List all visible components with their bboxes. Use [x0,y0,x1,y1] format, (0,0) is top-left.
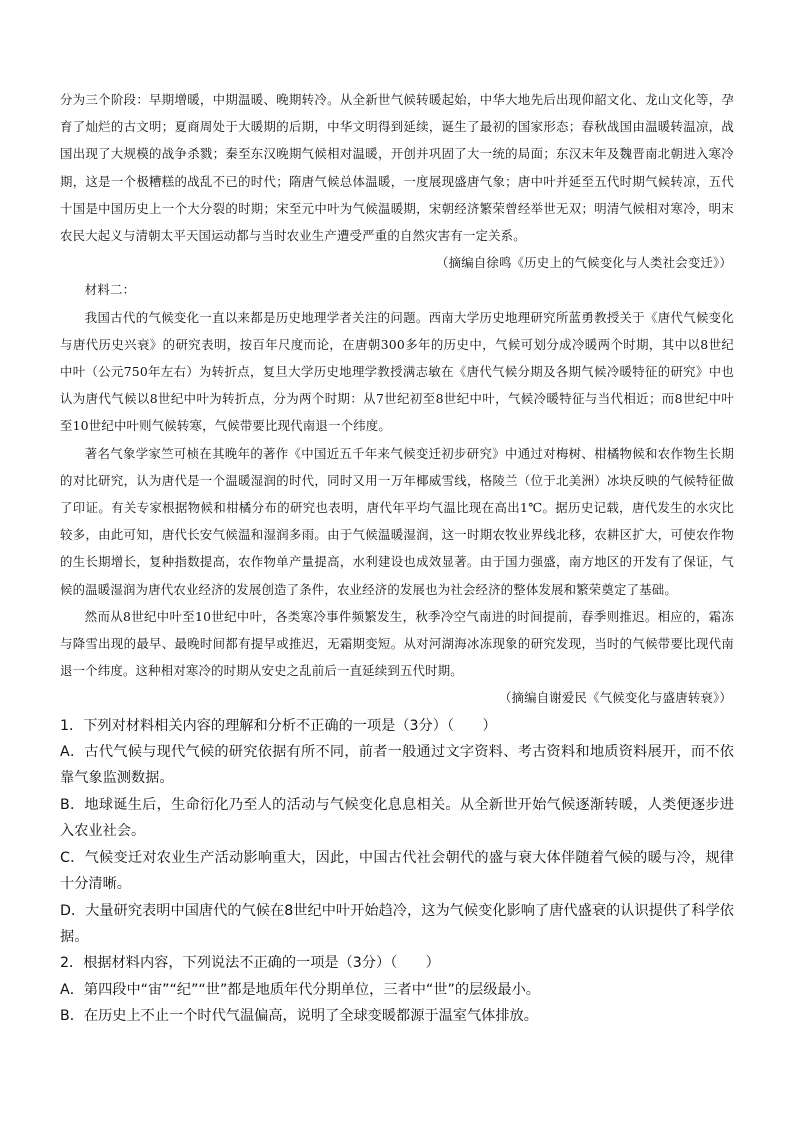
answer-option: B．地球诞生后，生命衍化乃至人的活动与气候变化息息相关。从全新世开始气候逐渐转暖，人类便逐步进入农业社会。 [60,796,734,840]
material-two-heading: 材料二： [84,282,136,298]
answer-option: C．气候变迁对农业生产活动影响重大，因此，中国古代社会朝代的盛与衰大体伴随着气候的暖与冷，规律十分清晰。 [60,849,734,893]
answer-option: A．古代气候与现代气候的研究依据有所不同，前者一般通过文字资料、考古资料和地质资料展开，而不依靠气象监测数据。 [60,744,734,787]
answer-option: A．第四段中“宙”“纪”“世”都是地质年代分期单位，三者中“世”的层级最小。 [60,981,540,998]
material-one-source: （摘编自徐鸣《历史上的气候变化与人类社会变迁》） [436,255,732,271]
exam-page [60,86,734,1030]
answer-option: B．在历史上不止一个时代气温偏高，说明了全球变暖都源于温室气体排放。 [60,1008,538,1025]
material-one-tail: 分为三个阶段：早期增暖，中期温暖、晚期转冷。从全新世气候转暖起始，中华大地先后出现仰韶文化、龙山文化等，孕育了灿烂的古文明；夏商周处于大暖期的后期，中华文明得到延续，诞生了最初的国家形态；春秋战国由温暖转温凉，战国出现了大规模的战争杀戮；秦至东汉晚期气候相对温暖，开创并巩固了大一统的局面；东汉末年及魏晋南北朝进入寒冷期，这是一个极糟糕的战乱不已的时代；隋唐气候总体温暖，一度展现盛唐气象；唐中叶并延至五代时期气候转凉，五代十国是中国历史上一个大分裂的时期；宋至元中叶为气候温暖期，宋朝经济繁荣曾经举世无双；明清气候相对寒冷，明末农民大起义与清朝太平天国运动都与当时农业生产遭受严重的自然灾害有一定关系。 [60,92,734,244]
reading-materials [60,86,734,712]
material-two-source: （摘编自谢爱民《气候变化与盛唐转衰》） [498,690,732,706]
question-stem: 1．下列对材料相关内容的理解和分析不正确的一项是（3分）（ ） [60,717,497,734]
question-stem: 2．根据材料内容，下列说法不正确的一项是（3分）（ ） [60,955,440,972]
material-two-paragraph: 我国古代的气候变化一直以来都是历史地理学者关注的问题。西南大学历史地理研究所蓝勇教授关于《唐代气候变化与唐代历史兴衰》的研究表明，按百年尺度而论，在唐朝300多年的历史中，气候可划分成冷暖两个时期，其中以8世纪中叶（公元750年左右）为转折点，复旦大学历史地理学教授满志敏在《唐代气候分期及各期气候冷暖特征的研究》中也认为唐代气候以8世纪中叶为转折点，分为两个时期：从7世纪初至8世纪中叶，气候冷暖特征与当代相近；而8世纪中叶至10世纪中叶则气候转寒，气候带要比现代南退一个纬度。 [60,309,734,434]
question-section [60,713,734,1030]
material-two-paragraph: 然而从8世纪中叶至10世纪中叶，各类寒冷事件频繁发生，秋季冷空气南进的时间提前，春季则推迟。相应的，霜冻与降雪出现的最早、最晚时间都有提早或推迟，无霜期变短。从对河湖海冰冻现象的研究发现，当时的气候带要比现代南退一个纬度。这种相对寒冷的时期从安史之乱前后一直延续到五代时期。 [60,608,734,679]
material-two-paragraph: 著名气象学家竺可桢在其晚年的著作《中国近五千年来气候变迁初步研究》中通过对梅树、柑橘物候和农作物生长期的对比研究，认为唐代是一个温暖湿润的时代，同时又用一万年椰威雪线，格陵兰（位于北美洲）冰块反映的气候特征做了印证。有关专家根据物候和柑橘分布的研究也表明，唐代年平均气温比现在高出1℃。据历史记载，唐代发生的水灾比较多，由此可知，唐代长安气候温和湿润多雨。由于气候温暖湿润，这一时期农牧业界线北移，农耕区扩大，可使农作物的生长期增长，复种指数提高，农作物单产量提高，水利建设也成效显著。由于国力强盛，南方地区的开发有了保证，气候的温暖湿润为唐代农业经济的发展创造了条件，农业经济的发展也为社会经济的整体发展和繁荣奠定了基础。 [60,445,734,597]
answer-option: D．大量研究表明中国唐代的气候在8世纪中叶开始趋冷，这为气候变化影响了唐代盛衰的认识提供了科学依据。 [60,902,734,945]
